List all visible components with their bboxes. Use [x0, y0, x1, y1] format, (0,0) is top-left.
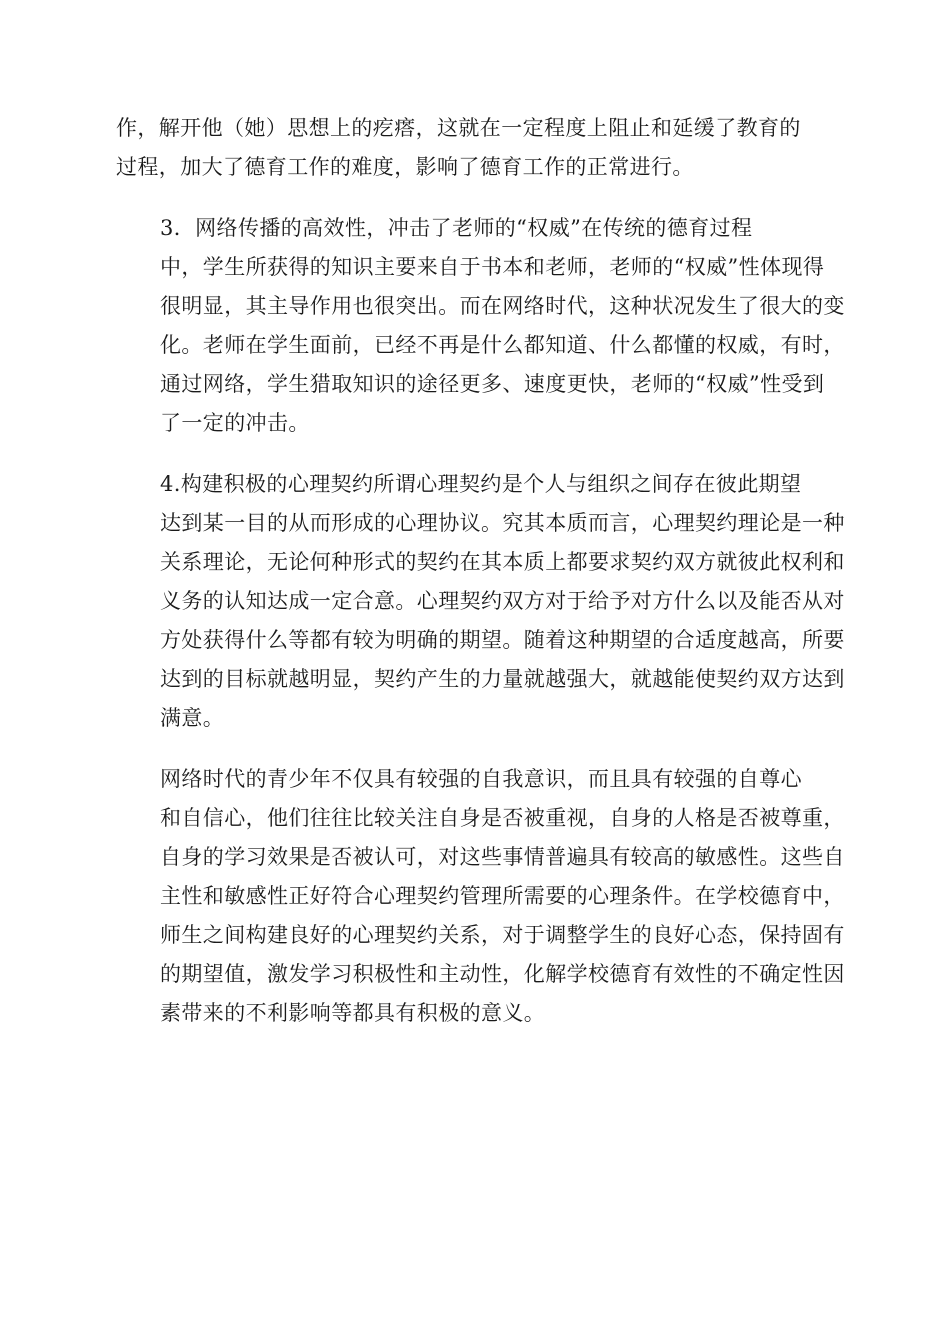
text-line: 和自信心，他们往往比较关注自身是否被重视，自身的人格是否被尊重， [160, 806, 845, 830]
paragraph-psychological-contract [116, 465, 845, 738]
text-line: 满意。 [160, 706, 225, 730]
text-line: 作，解开他（她）思想上的疙瘩，这就在一定程度上阻止和延缓了教育的 [116, 116, 801, 140]
text-line: 方处获得什么等都有较为明确的期望。随着这种期望的合适度越高，所要 [160, 628, 845, 652]
paragraph-continuation [116, 109, 838, 187]
text-line: 4.构建积极的心理契约所谓心理契约是个人与组织之间存在彼此期望 [160, 472, 802, 496]
text-line: 3．网络传播的高效性，冲击了老师的“权威”在传统的德育过程 [160, 216, 753, 240]
text-line: 很明显，其主导作用也很突出。而在网络时代，这种状况发生了很大的变 [160, 294, 845, 318]
text-line: 义务的认知达成一定合意。心理契约双方对于给予对方什么以及能否从对 [160, 589, 845, 613]
text-line: 素带来的不利影响等都具有积极的意义。 [160, 1001, 546, 1025]
text-line: 主性和敏感性正好符合心理契约管理所需要的心理条件。在学校德育中， [160, 884, 845, 908]
text-line: 达到某一目的从而形成的心理协议。究其本质而言，心理契约理论是一种 [160, 511, 845, 535]
text-line: 达到的目标就越明显，契约产生的力量就越强大，就越能使契约双方达到 [160, 667, 845, 691]
text-line: 化。老师在学生面前，已经不再是什么都知道、什么都懂的权威，有时， [160, 333, 845, 357]
paragraph-youth-self-awareness [116, 760, 845, 1033]
text-line: 自身的学习效果是否被认可，对这些事情普遍具有较高的敏感性。这些自 [160, 845, 845, 869]
text-line: 过程，加大了德育工作的难度，影响了德育工作的正常进行。 [116, 155, 694, 179]
text-line: 中，学生所获得的知识主要来自于书本和老师，老师的“权威”性体现得 [160, 255, 825, 279]
text-line: 通过网络，学生猎取知识的途径更多、速度更快，老师的“权威”性受到 [160, 372, 825, 396]
text-line: 了一定的冲击。 [160, 411, 310, 435]
paragraph-network-authority [116, 209, 845, 443]
text-line: 网络时代的青少年不仅具有较强的自我意识，而且具有较强的自尊心 [160, 767, 802, 791]
text-line: 师生之间构建良好的心理契约关系，对于调整学生的良好心态，保持固有 [160, 923, 845, 947]
text-line: 关系理论，无论何种形式的契约在其本质上都要求契约双方就彼此权利和 [160, 550, 845, 574]
document-body [116, 109, 845, 1033]
text-line: 的期望值，激发学习积极性和主动性，化解学校德育有效性的不确定性因 [160, 962, 845, 986]
